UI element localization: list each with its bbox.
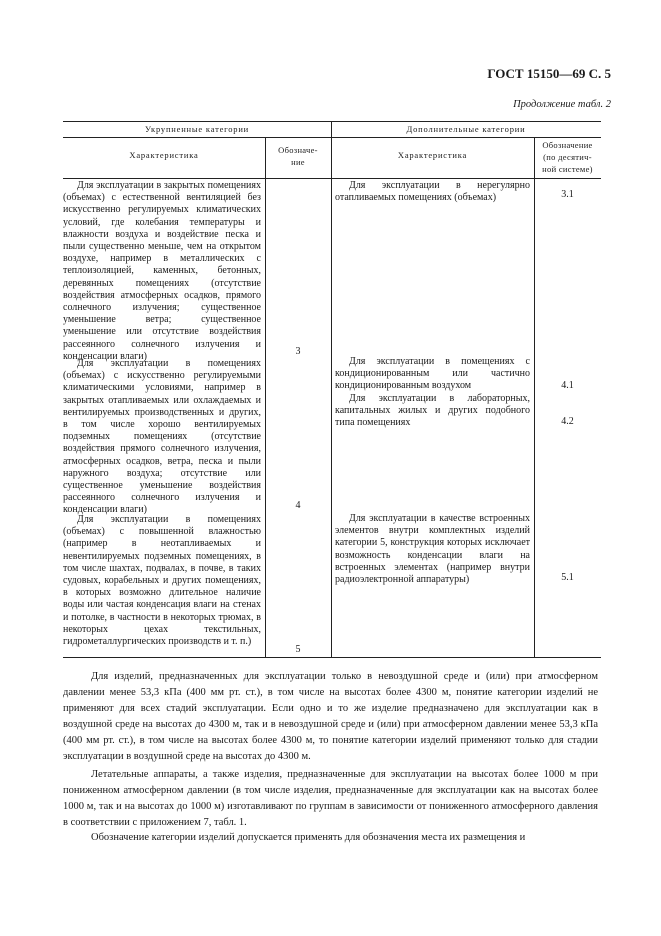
subheader-rule-right xyxy=(331,137,601,138)
col-header-characteristic-right: Характеристика xyxy=(397,150,468,160)
table-code-additional-4-2: 4.2 xyxy=(561,416,574,427)
page-header: ГОСТ 15150—69 С. 5 xyxy=(487,66,611,81)
table-code-main-3: 3 xyxy=(295,346,301,357)
col-header-code-left: Обозначе- ние xyxy=(278,145,318,167)
body-paragraph-3: Обозначение категории изделий допускается применять для обозначения места их размещения и xyxy=(91,832,526,843)
table-cell-additional-4-2: Для эксплуатации в лабораторных, капитальных жилых и других подобного типа помещениях xyxy=(335,393,530,429)
table-header-rule xyxy=(63,178,601,179)
table-cell-main-4: Для эксплуатации в помещениях (объемах) с искусственно регулируемыми климатическими условиями, например в закрытых отапливаемых или охлаждаемых и вентилируемых производственных и других, в том числе хорошо вентилируемых подземных помещениях (отсутствие воздействия прямого солнечного излучения, атмосферных осадков, ветра, песка и пыли наружного воздуха; отсутствие или существенное уменьшение воздействия рассеянного солнечного излучения и конденсации влаги) xyxy=(63,358,261,516)
table-bottom-rule xyxy=(63,657,601,658)
group-header-main: Укрупненные категории xyxy=(144,124,250,134)
table-code-main-4: 4 xyxy=(295,500,301,511)
table-cell-additional-5-1: Для эксплуатации в качестве встроенных элементов внутри комплектных изделий категории 5, конструкция которых исключает возможность конденсации влаги на встроенных элементах (например внутри радиоэлектронной аппаратуры) xyxy=(335,513,530,586)
table-code-additional-4-1: 4.1 xyxy=(561,380,574,391)
table-continuation-caption: Продолжение табл. 2 xyxy=(513,99,611,110)
col-header-characteristic-left: Характеристика xyxy=(129,150,199,160)
table-cell-main-3: Для эксплуатации в закрытых помещениях (объемах) с естественной вентиляцией без искусственно регулируемых климатических условий, где колебания температуры и влажности воздуха и воздействие песка и пыли существенно меньше, чем на открытом воздухе, например в металлических с теплоизоляцией, каменных, бетонных, деревянных помещениях (отсутствие воздействия атмосферных осадков, прямого солнечного излучения; существенное уменьшение ветра; существенное уменьшение или отсутствие воздействия рассеянного солнечного излучения и конденсации влаги) xyxy=(63,180,261,362)
col-divider-left xyxy=(265,137,266,657)
subheader-rule-left xyxy=(63,137,331,138)
table-cell-main-5: Для эксплуатации в помещениях (объемах) с повышенной влажностью (например в неотапливаемых и невентилируемых подземных помещениях, в том числе шахтах, подвалах, в почве, в таких судовых, корабельных и других помещениях, в которых возможно длительное наличие воды или частая конденсация влаги на стенах и потолке, в частности в некоторых трюмах, в некоторых цехах текстильных, гидрометаллургических производств и т. п.) xyxy=(63,514,261,648)
table-code-additional-5-1: 5.1 xyxy=(561,572,574,583)
table-code-main-5: 5 xyxy=(295,644,301,655)
table-cell-additional-4-1: Для эксплуатации в помещениях с кондиционированным или частично кондиционированным воздухом xyxy=(335,356,530,392)
group-divider xyxy=(331,121,332,657)
body-paragraph-1: Для изделий, предназначенных для эксплуатации только в невоздушной среде и (или) при атмосферном давлении менее 53,3 кПа (400 мм рт. ст.), в том числе на высотах более 4300 м, понятие категории изделий не применяют для всех стадий эксплуатации. Если одно и то же изделие предназначено для эксплуатации как в воздушной среде на высотах до 4300 м, так и в невоздушной среде и (или) при атмосферном давлении менее 53,3 кПа (400 мм рт. ст.), в том числе на высотах более 4300 м, то понятие категории изделий применяют только для стадии эксплуатации в воздушной среде на высотах до 4300 м. xyxy=(63,671,598,762)
table-cell-additional-3-1: Для эксплуатации в нерегулярно отапливаемых помещениях (объемах) xyxy=(335,180,530,204)
col-header-code-right: Обозначение (по десятич- ной системе) xyxy=(542,140,593,174)
body-paragraph-2: Летательные аппараты, а также изделия, предназначенные для эксплуатации на высотах более 1000 м при пониженном атмосферном давлении (в том числе изделия, предназначенные для эксплуатации как на высотах более 1000 м, так и на высотах до 1000 м) изготавливают по группам в зависимости от пониженного атмосферного давления в соответствии с приложением 7, табл. 1. xyxy=(63,769,598,828)
table-code-additional-3-1: 3.1 xyxy=(561,189,574,200)
table-top-rule xyxy=(63,121,601,122)
group-header-additional: Дополнительные категории xyxy=(406,124,526,134)
